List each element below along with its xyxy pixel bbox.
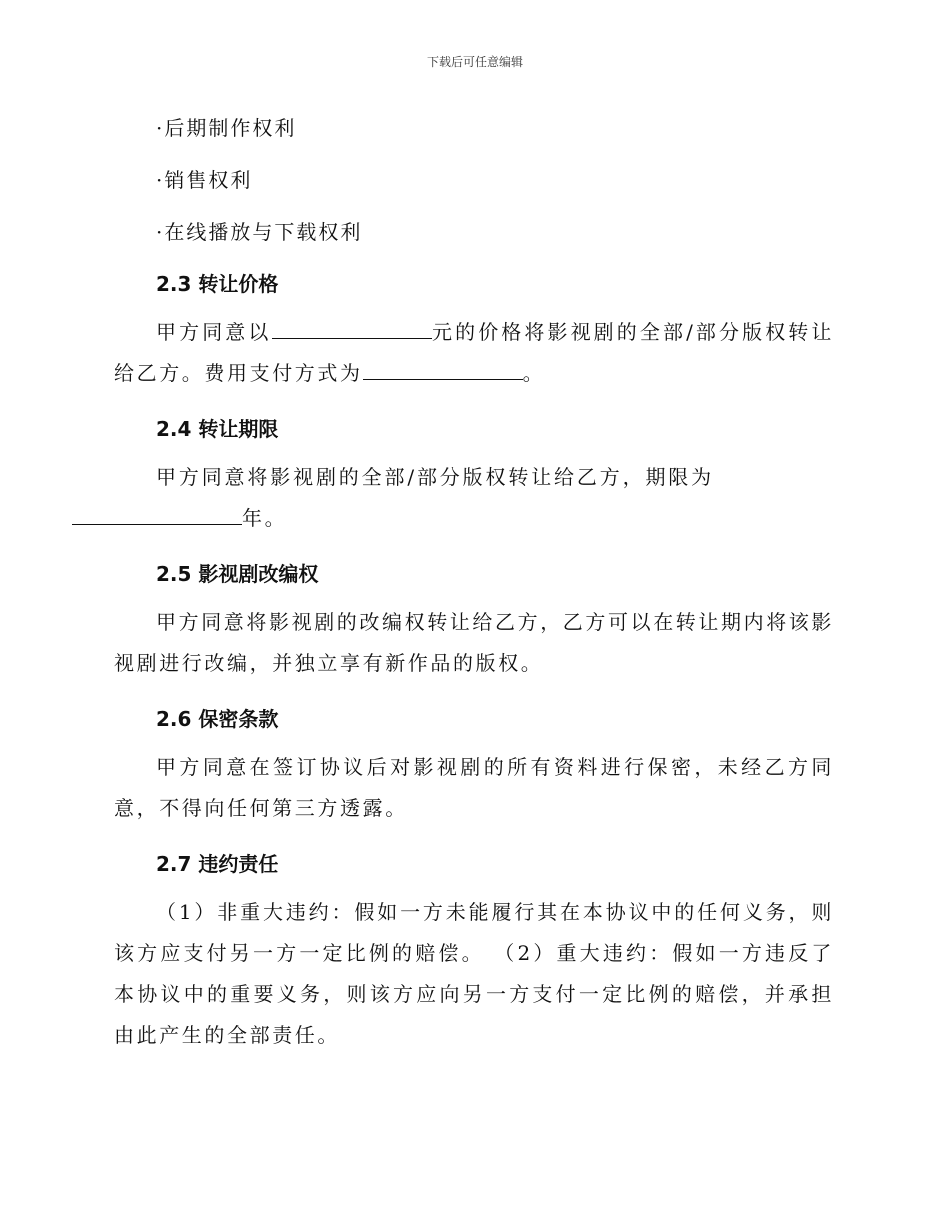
section-heading-2-4: 2.4 转让期限: [156, 417, 279, 441]
bullet-item: ·销售权利: [156, 168, 253, 192]
section-heading-2-6: 2.6 保密条款: [156, 707, 279, 731]
section-paragraph-2-3: [114, 312, 834, 394]
section-paragraph-2-4: [114, 457, 834, 539]
text-run: 元的价格将影视剧的全部/部分版权转让给乙方。费用支付方式为: [114, 320, 835, 385]
section-heading-2-3: 2.3 转让价格: [156, 272, 279, 296]
section-paragraph-2-7: （1）非重大违约：假如一方未能履行其在本协议中的任何义务，则该方应支付另一方一定比例的赔偿。 （2）重大违约：假如一方违反了本协议中的重要义务，则该方应向另一方支付一定比例的赔偿，并承担由此产生的全部责任。: [114, 900, 835, 1047]
text-run: 。: [522, 361, 546, 385]
fill-blank-price[interactable]: [272, 314, 432, 339]
bullet-item: ·在线播放与下载权利: [156, 220, 363, 244]
text-run: 年。: [242, 506, 288, 530]
document-body: [114, 104, 834, 1067]
section-paragraph-2-6: 甲方同意在签订协议后对影视剧的所有资料进行保密，未经乙方同意，不得向任何第三方透露。: [114, 755, 834, 820]
fill-blank-payment-method[interactable]: [363, 355, 523, 380]
text-run: 甲方同意将影视剧的全部/部分版权转让给乙方，期限为: [156, 465, 714, 489]
section-heading-2-5: 2.5 影视剧改编权: [156, 562, 319, 586]
section-heading-2-7: 2.7 违约责任: [156, 852, 279, 876]
text-run: 甲方同意以: [156, 320, 272, 344]
page-header: 下载后可任意编辑: [426, 55, 523, 69]
section-paragraph-2-5: 甲方同意将影视剧的改编权转让给乙方，乙方可以在转让期内将该影视剧进行改编，并独立享有新作品的版权。: [114, 610, 834, 675]
bullet-item: ·后期制作权利: [156, 116, 297, 140]
fill-blank-term[interactable]: [72, 500, 242, 525]
